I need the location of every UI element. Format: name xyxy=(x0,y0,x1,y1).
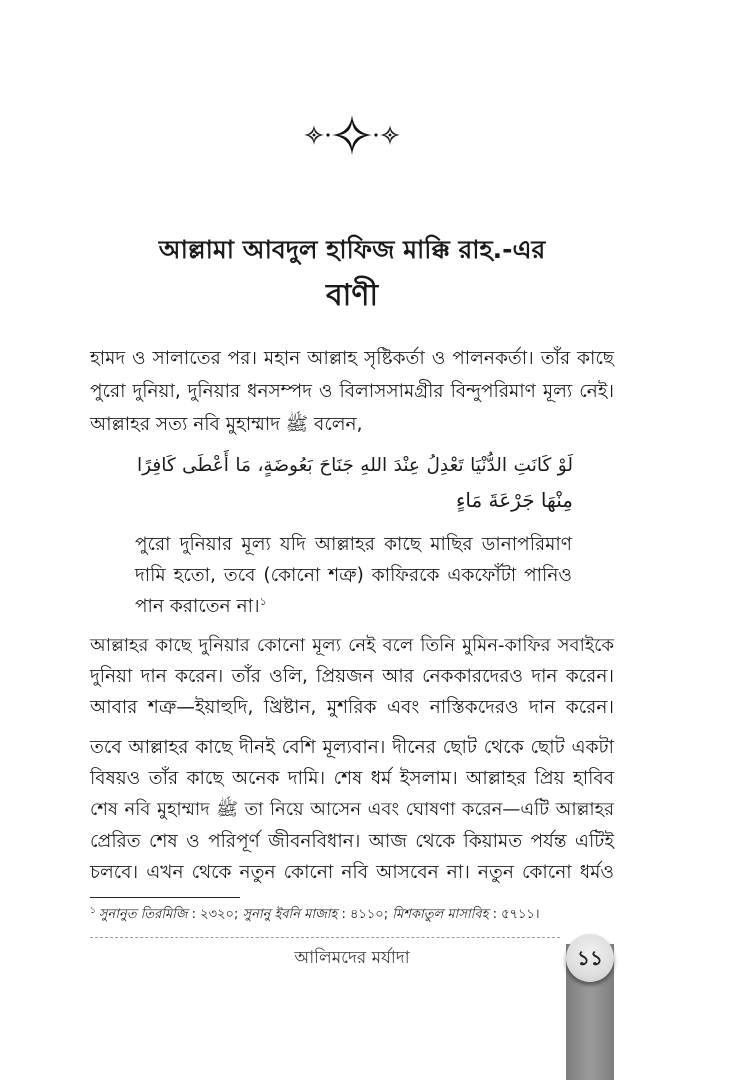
footer-divider xyxy=(90,937,560,938)
translation-line: পুরো দুনিয়ার মূল্য যদি আল্লাহর কাছে মাছির ডানাপরিমাণ xyxy=(135,534,572,555)
source-title: সুনানুত তিরমিজি xyxy=(98,907,188,922)
footnote xyxy=(90,905,560,925)
paragraph-line: শেষ নবি মুহাম্মাদ ﷺ তা নিয়ে আসেন এবং ঘোষণা করেন—এটি আল্লাহর xyxy=(90,799,615,821)
footnote-reference[interactable]: ১ xyxy=(259,594,267,608)
source-reference: : ৫৭১১। xyxy=(488,907,540,922)
center-star-icon xyxy=(332,115,372,155)
connector-dot-icon xyxy=(326,133,330,137)
paragraph-line: আল্লাহর সত্য নবি মুহাম্মাদ ﷺ বলেন, xyxy=(90,414,363,435)
footnote-marker: ১ xyxy=(90,905,96,916)
arabic-hadith xyxy=(137,448,573,518)
source-title: সুনানু ইবনি মাজাহ xyxy=(242,907,338,922)
right-star-icon xyxy=(380,125,400,145)
source-reference: : ৪১১০; xyxy=(337,907,393,922)
body-paragraph xyxy=(90,630,614,723)
running-footer-title: আলিমদের মর্যাদা xyxy=(294,948,410,968)
paragraph-line: দুনিয়া দান করেন। তাঁর ওলি, প্রিয়জন আর নেককারদেরও দান করেন। xyxy=(90,666,614,687)
intro-paragraph xyxy=(90,342,614,441)
translation-text: পান করাতেন না। xyxy=(135,596,260,617)
body-paragraph xyxy=(90,732,614,888)
paragraph-line: পুরো দুনিয়া, দুনিয়ার ধনসম্পদ ও বিলাসসামগ্রীর বিন্দুপরিমাণ মূল্য নেই। xyxy=(90,381,614,402)
paragraph-line: চলবে। এখন থেকে নতুন কোনো নবি আসবেন না। নতুন কোনো ধর্মও xyxy=(90,861,614,883)
arabic-line: مِنْهَا جَرْعَةَ مَاءٍ xyxy=(455,488,573,512)
footnote-rule xyxy=(90,897,240,898)
paragraph-line: আল্লাহর কাছে দুনিয়ার কোনো মূল্য নেই বলে তিনি মুমিন-কাফির সবাইকে xyxy=(90,635,614,656)
paragraph-line: তবে আল্লাহর কাছে দীনই বেশি মূল্যবান। দীনের ছোট থেকে ছোট একটা xyxy=(90,737,614,758)
arabic-line: لَوْ كَانَتِ الدُّنْيَا تَعْدِلُ عِنْدَ اللهِ جَنَاحَ بَعُوضَةٍ، مَا أَعْطَى كَافِرًا xyxy=(137,455,573,476)
connector-dot-icon xyxy=(374,133,378,137)
translation-line xyxy=(135,591,572,622)
translation-line: দামি হতো, তবে (কোনো শত্রু) কাফিরকে একফোঁটা পানিও xyxy=(135,565,572,586)
source-reference: : ২৩২০; xyxy=(187,907,243,922)
page-number: ১১ xyxy=(577,946,603,970)
star-ornament-icon xyxy=(300,113,404,157)
page-number-badge xyxy=(566,934,614,982)
left-star-icon xyxy=(304,125,324,145)
source-title: মিশকাতুল মাসাবিহ xyxy=(392,907,489,922)
paragraph-line: বিষয়ও তাঁর কাছে অনেক দামি। শেষ ধর্ম ইসলাম। আল্লাহর প্রিয় হাবিব xyxy=(90,768,614,790)
paragraph-line: প্রেরিত শেষ ও পরিপূর্ণ জীবনবিধান। আজ থেকে কিয়ামত পর্যন্ত এটিই xyxy=(90,830,614,852)
chapter-subheading: বাণী xyxy=(325,278,379,313)
chapter-heading: আল্লামা আবদুল হাফিজ মাক্কি রাহ.-এর xyxy=(158,235,546,264)
hadith-translation xyxy=(135,529,572,622)
paragraph-line: আবার শত্রু—ইয়াহুদি, খ্রিষ্টান, মুশরিক এবং নাস্তিকদেরও দান করেন। xyxy=(90,697,614,718)
paragraph-line: হামদ ও সালাতের পর। মহান আল্লাহ সৃষ্টিকর্তা ও পালনকর্তা। তাঁর কাছে xyxy=(90,348,614,369)
